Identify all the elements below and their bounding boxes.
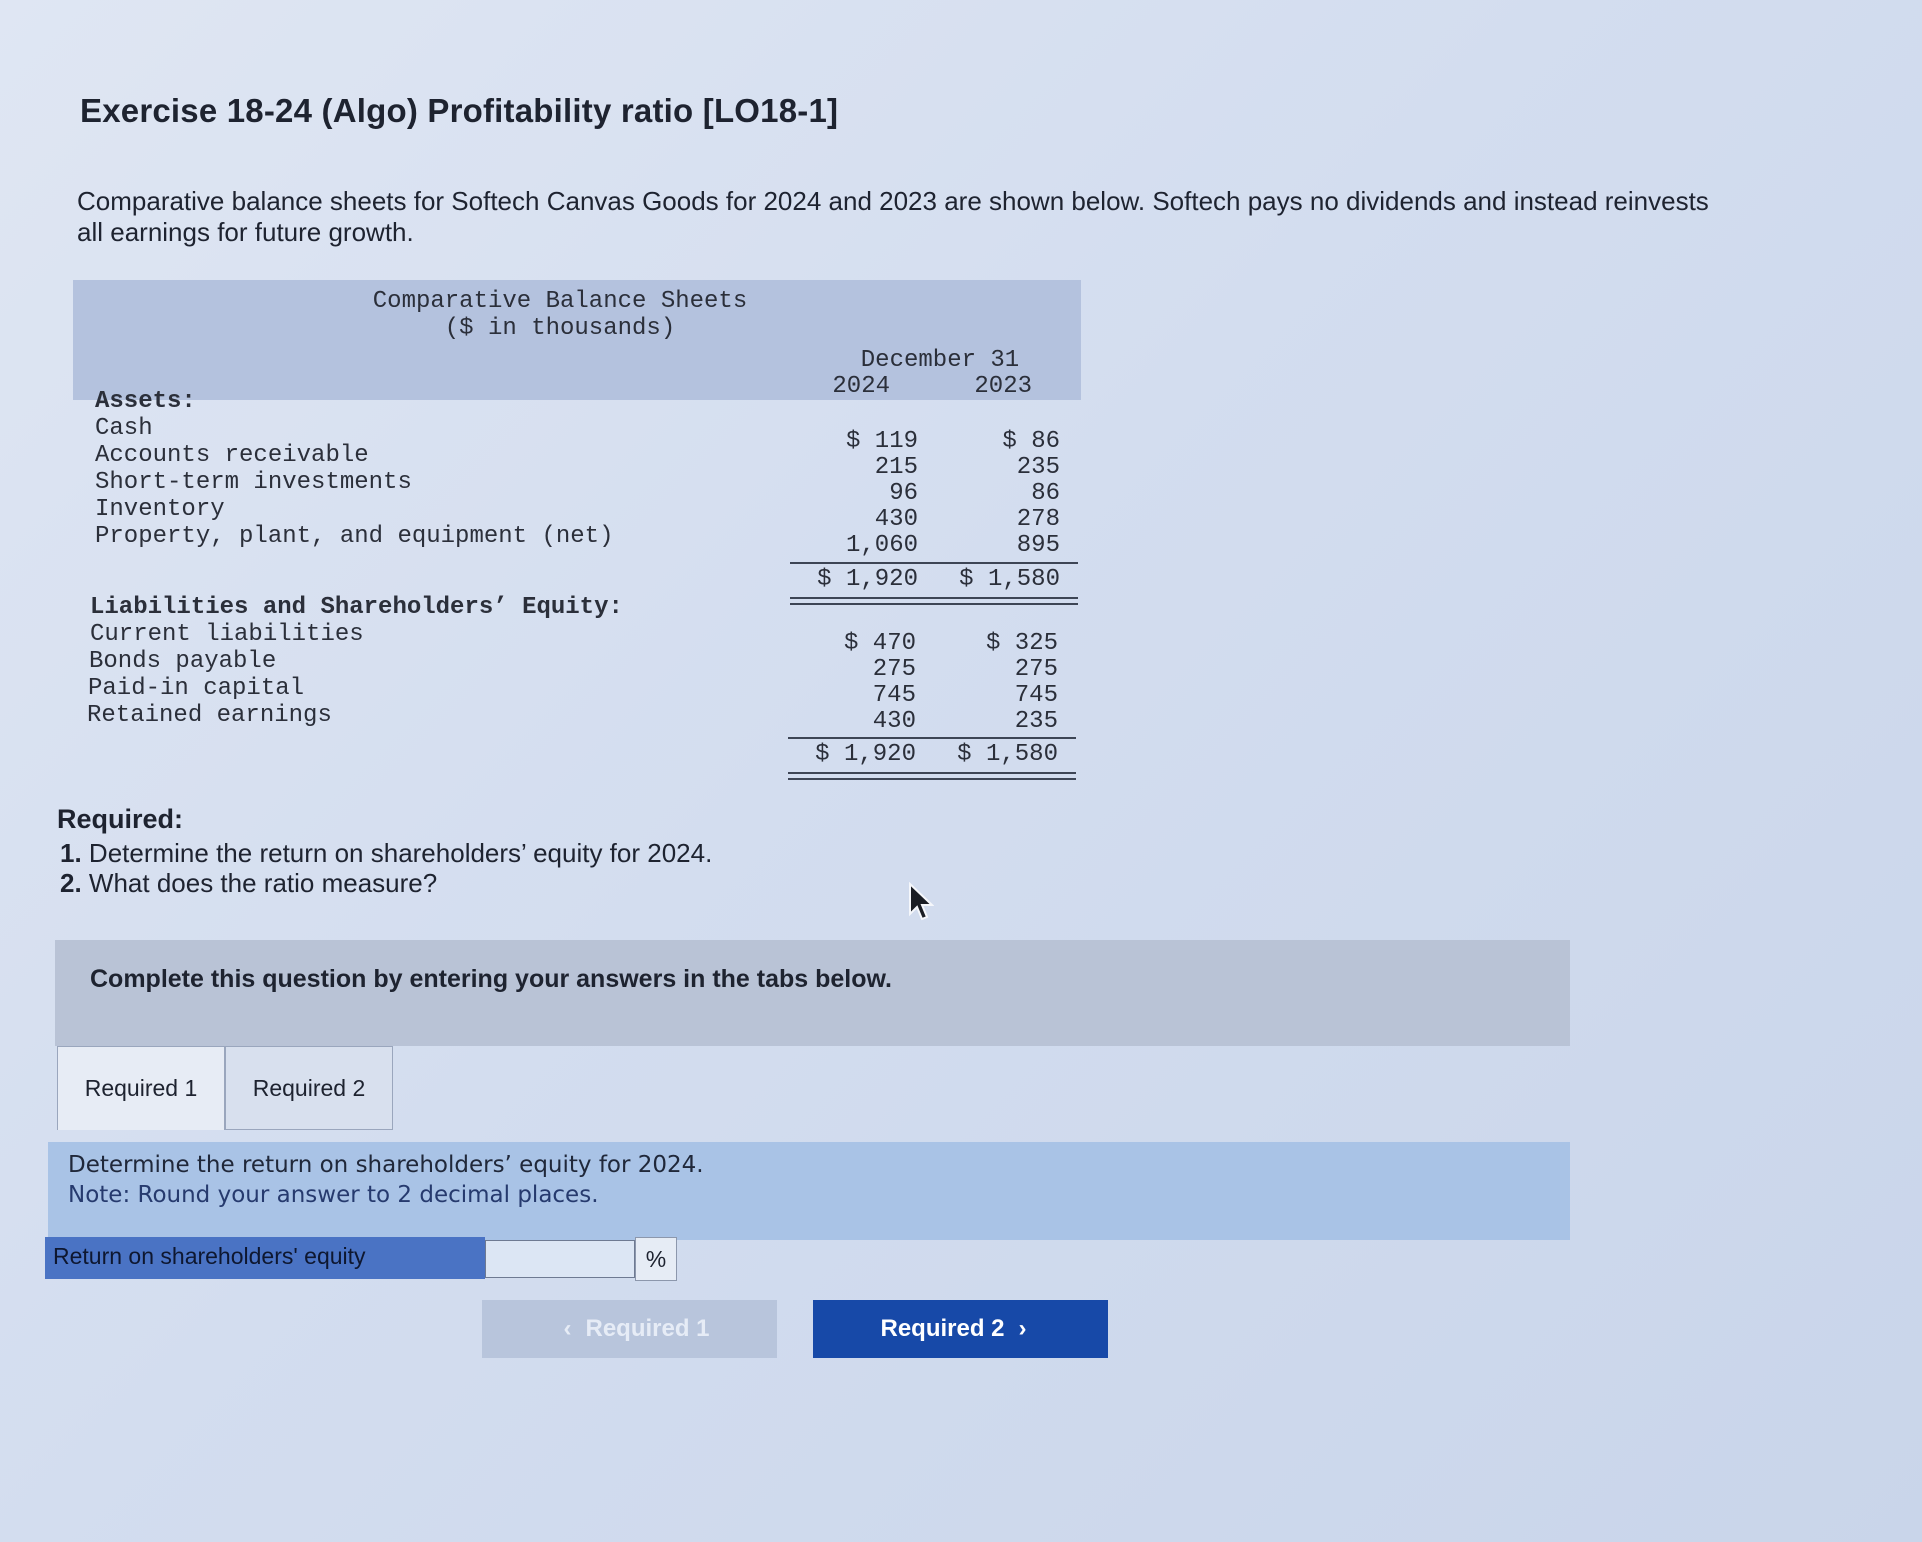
- question-prompt: Determine the return on shareholders’ equity for 2024.: [68, 1152, 704, 1178]
- year-2023: 2023: [974, 373, 1032, 400]
- exercise-intro: Comparative balance sheets for Softech Canvas Goods for 2024 and 2023 are shown below. Softech pays no dividends and instead reinvests all earnings for future growth.: [77, 186, 1709, 247]
- asset-label: Accounts receivable: [95, 442, 369, 469]
- required-item: 1. Determine the return on shareholders’ equity for 2024.: [60, 838, 713, 868]
- asset-value-2024: 96: [889, 480, 918, 507]
- year-2024: 2024: [832, 373, 890, 400]
- liab-total-2024: $ 1,920: [815, 741, 916, 768]
- liability-value-2024: 275: [872, 656, 916, 683]
- liabilities-heading: Liabilities and Shareholders’ Equity:: [90, 594, 623, 621]
- roe-label: Return on shareholders' equity: [45, 1237, 485, 1279]
- liability-value-2023: 275: [1014, 656, 1058, 683]
- asset-label: Short-term investments: [95, 469, 412, 496]
- tab-required-1[interactable]: Required 1: [57, 1046, 225, 1130]
- liability-label: Bonds payable: [89, 648, 277, 675]
- question-text: [68, 1150, 704, 1210]
- liability-value-2024: 745: [872, 682, 916, 709]
- asset-value-2023: 895: [1016, 532, 1060, 559]
- liability-value-2023: 745: [1014, 682, 1058, 709]
- assets-total-2023: $ 1,580: [959, 566, 1060, 593]
- liability-label: Current liabilities: [90, 621, 364, 648]
- liability-value-2024: 430: [872, 708, 916, 735]
- date-header: December 31: [860, 347, 1020, 374]
- chevron-right-icon: ›: [1018, 1315, 1027, 1342]
- asset-label: Cash: [95, 415, 153, 442]
- asset-label: Inventory: [95, 496, 225, 523]
- total-double-rule: [790, 597, 1078, 605]
- asset-label: Property, plant, and equipment (net): [95, 523, 614, 550]
- prev-required-1-button[interactable]: ‹ Required 1: [482, 1300, 777, 1358]
- assets-total-2024: $ 1,920: [817, 566, 918, 593]
- subtotal-rule: [788, 737, 1076, 739]
- liability-label: Paid-in capital: [88, 675, 305, 702]
- asset-value-2024: 430: [874, 506, 918, 533]
- exercise-title: Exercise 18-24 (Algo) Profitability ratio [LO18-1]: [80, 92, 839, 129]
- asset-value-2023: 86: [1031, 480, 1060, 507]
- liability-value-2024: $ 470: [843, 630, 916, 657]
- mouse-cursor-icon: [908, 882, 934, 922]
- tab-required-2[interactable]: Required 2: [225, 1046, 393, 1130]
- instructions-text: Complete this question by entering your answers in the tabs below.: [90, 965, 892, 993]
- rounding-note: Note: Round your answer to 2 decimal places.: [68, 1182, 599, 1208]
- required-item: 2. What does the ratio measure?: [60, 868, 438, 898]
- asset-value-2023: $ 86: [1002, 428, 1060, 455]
- percent-unit: %: [635, 1237, 677, 1281]
- asset-value-2023: 278: [1016, 506, 1060, 533]
- asset-value-2024: 215: [874, 454, 918, 481]
- roe-input[interactable]: [485, 1240, 635, 1278]
- asset-value-2024: 1,060: [845, 532, 918, 559]
- chevron-left-icon: ‹: [563, 1315, 572, 1342]
- required-heading: Required:: [57, 804, 184, 834]
- asset-value-2023: 235: [1016, 454, 1060, 481]
- balance-sheet-title: Comparative Balance Sheets ($ in thousands): [372, 288, 748, 342]
- liability-value-2023: $ 325: [985, 630, 1058, 657]
- assets-heading: Assets:: [95, 388, 196, 415]
- liab-total-2023: $ 1,580: [957, 741, 1058, 768]
- liability-value-2023: 235: [1014, 708, 1058, 735]
- asset-value-2024: $ 119: [845, 428, 918, 455]
- next-required-2-button[interactable]: Required 2 ›: [813, 1300, 1108, 1358]
- total-double-rule: [788, 772, 1076, 780]
- subtotal-rule: [790, 562, 1078, 564]
- liability-label: Retained earnings: [87, 702, 332, 729]
